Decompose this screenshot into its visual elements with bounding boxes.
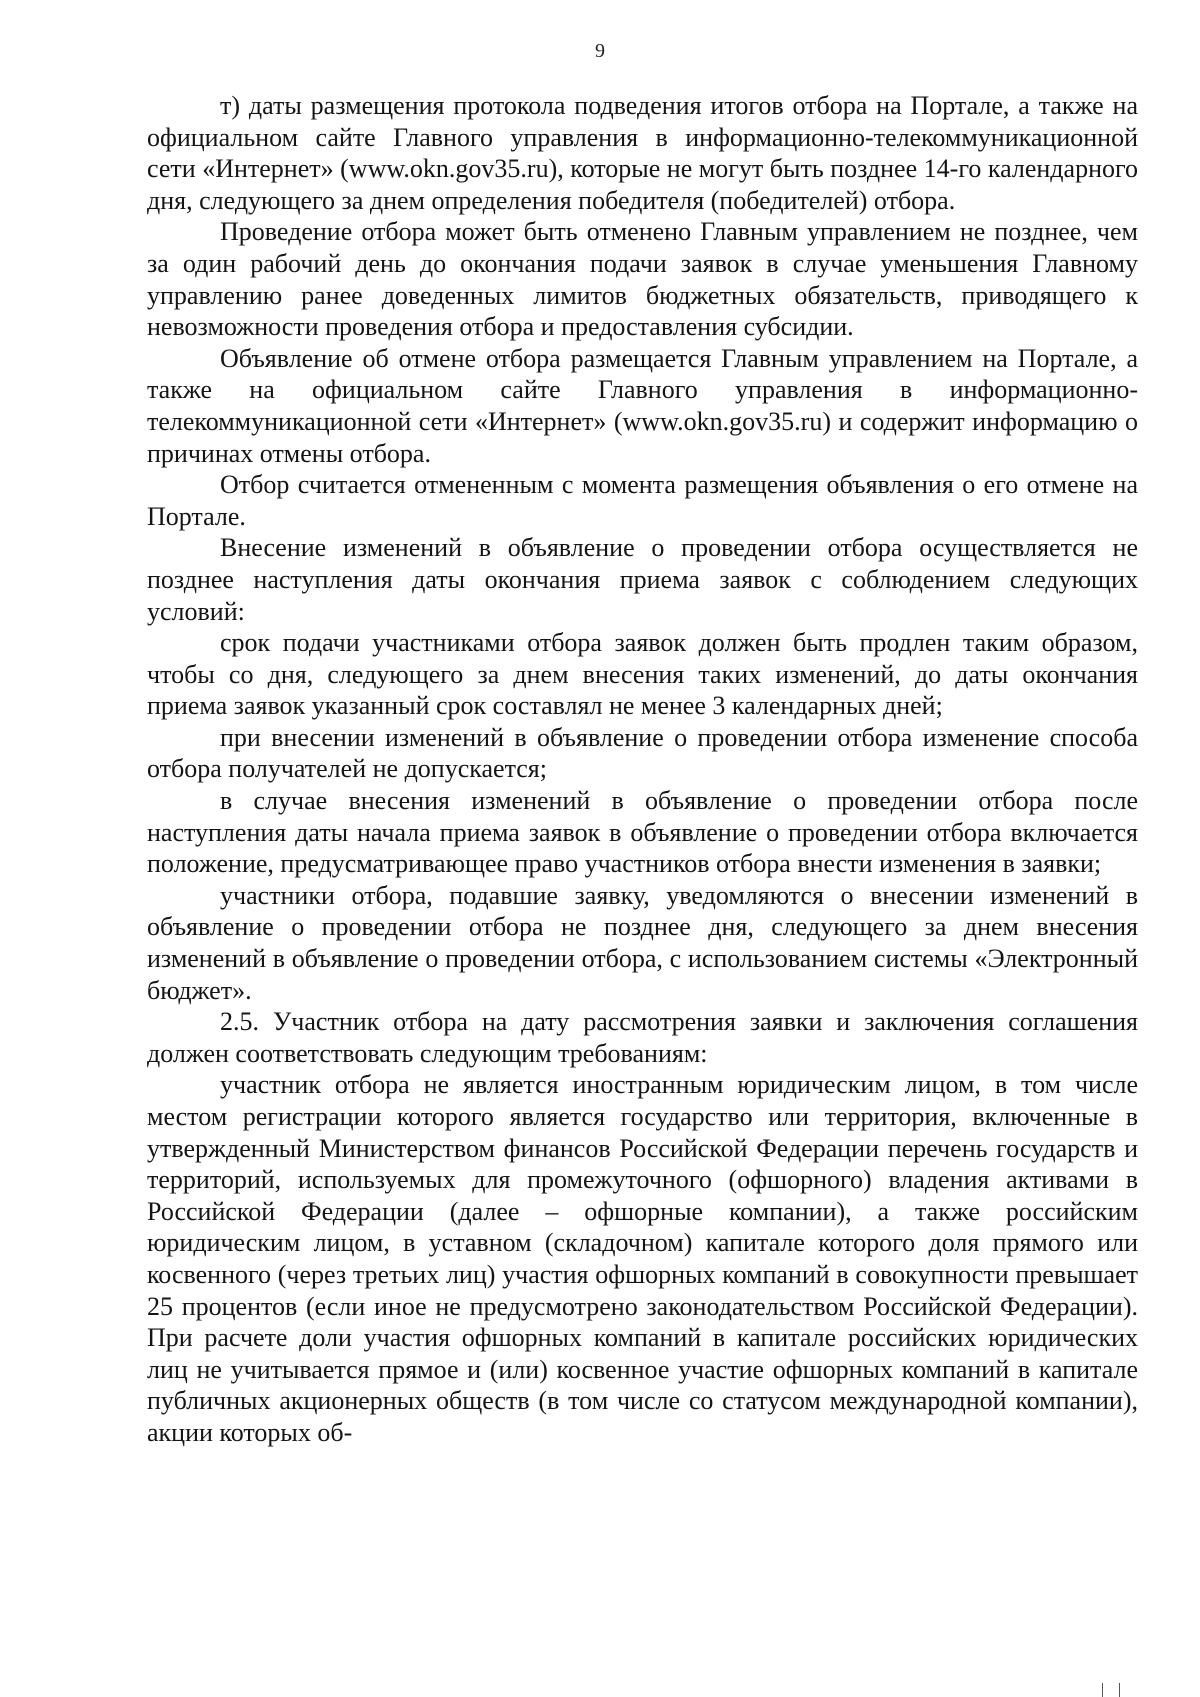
scan-edge-mark <box>1119 1683 1120 1697</box>
paragraph-cancellation-notice: Объявление об отмене отбора размещается Главным управлением на Портале, а также на официальном сайте Главного управления в информационно-телекоммуникационной сети «Интернет» (www.okn.gov35.ru) и содержит информацию о причинах отмены отбора. <box>147 343 1138 468</box>
paragraph-item-t: т) даты размещения протокола подведения итогов отбора на Портале, а также на официальном сайте Главного управления в информационно-телекоммуникационной сети «Интернет» (www.okn.gov35.ru), которые не могут быть позднее 14-го календарного дня, следующего за днем определения победителя (победителей) отбора. <box>147 91 1138 215</box>
paragraph-amendment-after-start: в случае внесения изменений в объявление о проведении отбора после наступления даты начала приема заявок в объявление о проведении отбора включается положение, предусматривающее право участников отбора внести изменения в заявки; <box>147 786 1138 879</box>
page-number: 9 <box>595 40 605 62</box>
paragraph-offshore-requirement: участник отбора не является иностранным юридическим лицом, в том числе местом регистрации которого является государство или территория, включенные в утвержденный Министерством финансов Российской Федерации перечень государств и территорий, используемых для промежуточного (офшорного) владения активами в Российской Федерации (далее – офшорные компании), а также российским юридическим лицом, в уставном (складочном) капитале которого доля прямого или косвенного (через третьих лиц) участия офшорных компаний в совокупности превышает 25 процентов (если иное не предусмотрено законодательством Российской Федерации). При расчете доли участия офшорных компаний в капитале российских юридических лиц не учитывается прямое и (или) косвенное участие офшорных компаний в капитале публичных акционерных обществ (в том числе со статусом международной компании), акции которых об- <box>147 1070 1138 1447</box>
paragraph-section-2-5: 2.5. Участник отбора на дату рассмотрения заявки и заключения соглашения должен соответствовать следующим требованиям: <box>147 1007 1138 1068</box>
paragraph-amendment-method: при внесении изменений в объявление о проведении отбора изменение способа отбора получателей не допускается; <box>147 722 1138 784</box>
paragraph-amendment-deadline: срок подачи участниками отбора заявок должен быть продлен таким образом, чтобы со дня, следующего за днем внесения таких изменений, до даты окончания приема заявок указанный срок составлял не менее 3 календарных дней; <box>147 628 1138 721</box>
paragraph-amendment-notification: участники отбора, подавшие заявку, уведомляются о внесении изменений в объявление о проведении отбора не позднее дня, следующего за днем внесения изменений в объявление о проведении отбора, с использованием системы «Электронный бюджет». <box>147 880 1138 1005</box>
paragraph-amendments: Внесение изменений в объявление о проведении отбора осуществляется не позднее наступления даты окончания приема заявок с соблюдением следующих условий: <box>147 533 1138 626</box>
document-body <box>147 90 1138 1449</box>
paragraph-cancellation: Проведение отбора может быть отменено Главным управлением не позднее, чем за один рабочий день до окончания подачи заявок в случае уменьшения Главному управлению ранее доведенных лимитов бюджетных обязательств, приводящего к невозможности проведения отбора и предоставления субсидии. <box>147 217 1138 342</box>
paragraph-cancellation-effective: Отбор считается отмененным с момента размещения объявления о его отмене на Портале. <box>147 470 1138 531</box>
scan-edge-mark <box>1102 1683 1103 1697</box>
